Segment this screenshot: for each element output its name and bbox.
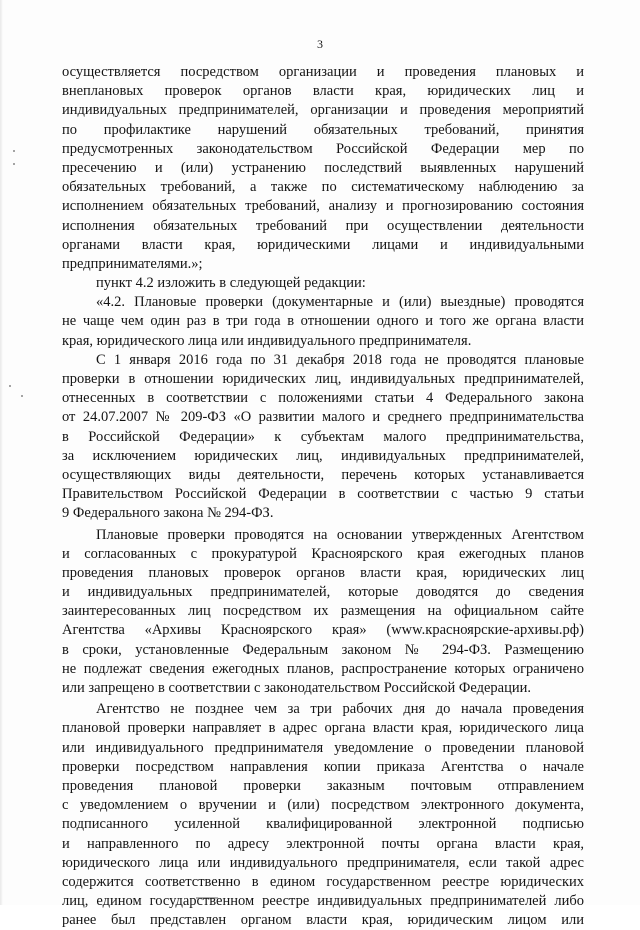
paragraph bbox=[62, 274, 584, 293]
text-line: с уведомлением о вручении и (или) посредством электронного документа, bbox=[62, 797, 584, 814]
text-line: обязательных требований, а также по систематическому наблюдению за bbox=[62, 179, 584, 196]
text-line: подписанного усиленной квалифицированной электронной подписью bbox=[62, 816, 584, 833]
margin-speck bbox=[13, 150, 15, 152]
text-line: по профилактике нарушений обязательных требований, принятия bbox=[62, 121, 584, 138]
paragraph bbox=[62, 63, 584, 274]
text-line: предусмотренных законодательством Российской Федерации мер по bbox=[62, 140, 584, 157]
text-line: органами власти края, юридическими лицами и индивидуальными bbox=[62, 236, 584, 253]
text-line: за исключением юридических лиц, индивидуальных предпринимателей, bbox=[62, 447, 584, 464]
text-line: и направленного по адресу электронной почты органа власти края, bbox=[62, 835, 584, 852]
text-line: Агентства «Архивы Красноярского края» (www.красноярские-архивы.рф) bbox=[62, 622, 584, 639]
text-line: предпринимателями.»; bbox=[62, 255, 203, 272]
text-line: в сроки, установленные Федеральным законом № 294-ФЗ. Размещению bbox=[62, 641, 584, 658]
text-line: и индивидуальных предпринимателей, которые доводятся до сведения bbox=[62, 584, 584, 601]
paragraph bbox=[62, 293, 584, 351]
text-line: и согласованных с прокуратурой Красноярского края ежегодных планов bbox=[62, 545, 584, 562]
text-line: проведения плановых проверок органов власти края, юридических лиц bbox=[62, 564, 584, 581]
text-line: края, юридического лица или индивидуального предпринимателя. bbox=[62, 332, 472, 349]
scan-edge-shadow bbox=[0, 0, 3, 905]
text-line: исполнения обязательных требований при осуществлении деятельности bbox=[62, 217, 584, 234]
text-line: внеплановых проверок органов власти края, юридических лиц и bbox=[62, 83, 584, 100]
text-line: не чаще чем один раз в три года в отношении одного и того же органа власти bbox=[62, 313, 584, 330]
text-line: содержится соответственно в едином государственном реестре юридических bbox=[62, 873, 584, 890]
text-line: от 24.07.2007 № 209-ФЗ «О развитии малого и среднего предпринимательства bbox=[62, 409, 584, 426]
margin-speck bbox=[21, 395, 23, 397]
text-line: заинтересованных лиц посредством их размещения на официальном сайте bbox=[62, 603, 584, 620]
text-line: проверки в отношении юридических лиц, индивидуальных предпринимателей, bbox=[62, 371, 584, 387]
paragraph bbox=[62, 700, 584, 930]
page-number: 3 bbox=[317, 37, 323, 51]
margin-speck bbox=[9, 385, 11, 387]
text-line: или индивидуального предпринимателя уведомление о проведении плановой bbox=[62, 739, 584, 756]
text-line: индивидуальных предпринимателей, организации и проведения мероприятий bbox=[62, 102, 584, 119]
text-line: пресечению и (или) устранению последствий выявленных нарушений bbox=[62, 159, 584, 176]
document-text-body bbox=[62, 63, 584, 930]
text-line: ранее был представлен органом власти края, юридическим лицом или bbox=[62, 912, 584, 929]
text-line: осуществляющих виды деятельности, перечень которых устанавливается bbox=[62, 466, 584, 483]
text-line: пункт 4.2 изложить в следующей редакции: bbox=[96, 275, 366, 292]
paragraph bbox=[62, 351, 584, 524]
margin-speck bbox=[13, 163, 15, 165]
text-line: осуществляется посредством организации и проведения плановых и bbox=[62, 64, 584, 80]
text-line: проведения плановой проверки заказным почтовым отправлением bbox=[62, 777, 584, 794]
text-line: лиц, едином государственном реестре индивидуальных предпринимателей либо bbox=[62, 893, 584, 910]
text-line: или запрещено в соответствии с законодательством Российской Федерации. bbox=[62, 680, 531, 696]
text-line: исполнением обязательных требований, анализу и прогнозированию состояния bbox=[62, 198, 584, 215]
text-line: отнесенных в соответствии с положениями статьи 4 Федерального закона bbox=[62, 390, 584, 407]
text-line: Плановые проверки проводятся на основании утвержденных Агентством bbox=[96, 526, 584, 543]
text-line: «4.2. Плановые проверки (документарные и (или) выездные) проводятся bbox=[96, 294, 584, 311]
text-line: 9 Федерального закона № 294-ФЗ. bbox=[62, 505, 274, 522]
text-line: плановой проверки направляет в адрес органа власти края, юридического лица bbox=[62, 720, 584, 737]
text-line: в Российской Федерации» к субъектам малого предпринимательства, bbox=[62, 428, 584, 445]
text-line: юридического лица или индивидуального предпринимателя, если такой адрес bbox=[62, 854, 584, 871]
text-line: проверки посредством направления копии приказа Агентства о начале bbox=[62, 758, 584, 775]
text-line: не подлежат сведения ежегодных планов, распространение которых ограничено bbox=[62, 660, 584, 677]
text-line: Агентство не позднее чем за три рабочих дня до начала проведения bbox=[96, 701, 584, 718]
text-line: Правительством Российской Федерации в соответствии с частью 9 статьи bbox=[62, 486, 584, 503]
text-line: С 1 января 2016 года по 31 декабря 2018 года не проводятся плановые bbox=[96, 351, 584, 368]
paragraph bbox=[62, 526, 584, 699]
